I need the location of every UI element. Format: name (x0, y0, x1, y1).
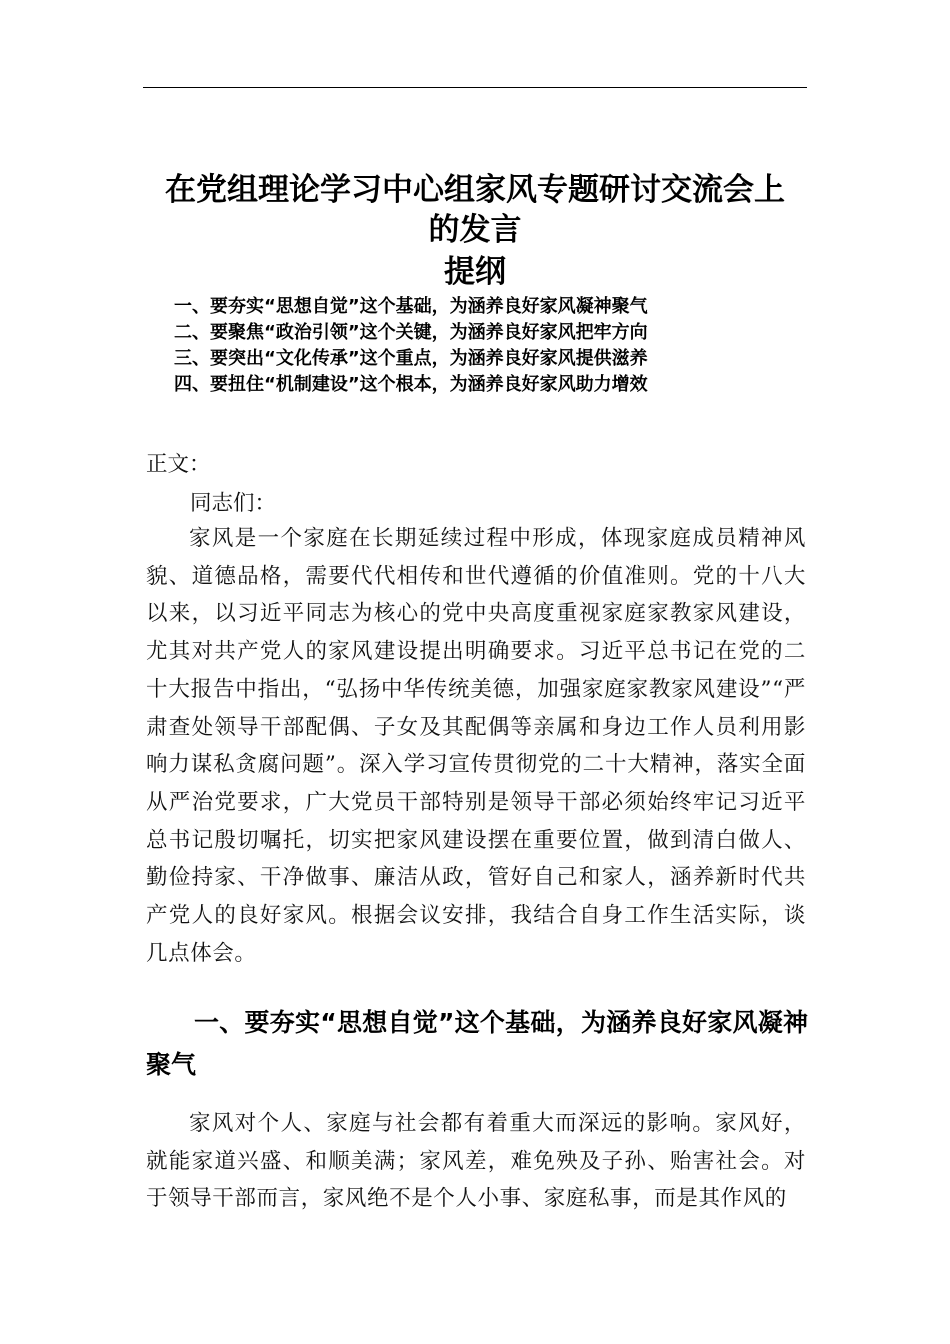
header-rule (143, 87, 807, 88)
document-title-line1: 在党组理论学习中心组家风专题研讨交流会上 (165, 172, 785, 208)
outline-heading: 提纲 (444, 254, 506, 290)
outline-item: 一、要夯实“思想自觉”这个基础，为涵养良好家风凝神聚气 (174, 296, 648, 317)
outline-item: 四、要扭住“机制建设”这个根本，为涵养良好家风助力增效 (174, 374, 648, 395)
body-paragraph: 家风对个人、家庭与社会都有着重大而深远的影响。家风好，就能家道兴盛、和顺美满；家风差，难免殃及子孙、贻害社会。对于领导干部而言，家风绝不是个人小事、家庭私事，而是其作风的 (146, 1111, 806, 1212)
body-label: 正文： (146, 452, 211, 477)
outline-item: 三、要突出“文化传承”这个重点，为涵养良好家风提供滋养 (174, 348, 648, 369)
body-paragraph: 家风是一个家庭在长期延续过程中形成，体现家庭成员精神风貌、道德品格，需要代代相传和世代遵循的价值准则。党的十八大以来，以习近平同志为核心的党中央高度重视家庭家教家风建设，尤其对共产党人的家风建设提出明确要求。习近平总书记在党的二十大报告中指出，“弘扬中华传统美德，加强家庭家教家风建设”“严肃查处领导干部配偶、子女及其配偶等亲属和身边工作人员利用影响力谋私贪腐问题”。深入学习宣传贯彻党的二十大精神，落实全面从严治党要求，广大党员干部特别是领导干部必须始终牢记习近平总书记殷切嘱托，切实把家风建设摆在重要位置，做到清白做人、勤俭持家、干净做事、廉洁从政，管好自己和家人，涵养新时代共产党人的良好家风。根据会议安排，我结合自身工作生活实际，谈几点体会。 (146, 526, 806, 966)
salutation: 同志们： (190, 491, 277, 516)
outline-item: 二、要聚焦“政治引领”这个关键，为涵养良好家风把牢方向 (174, 322, 648, 343)
document-title-line2: 的发言 (428, 212, 522, 248)
section-heading: 一、要夯实“思想自觉”这个基础，为涵养良好家风凝神聚气 (146, 1008, 808, 1079)
outline-list (174, 294, 648, 398)
